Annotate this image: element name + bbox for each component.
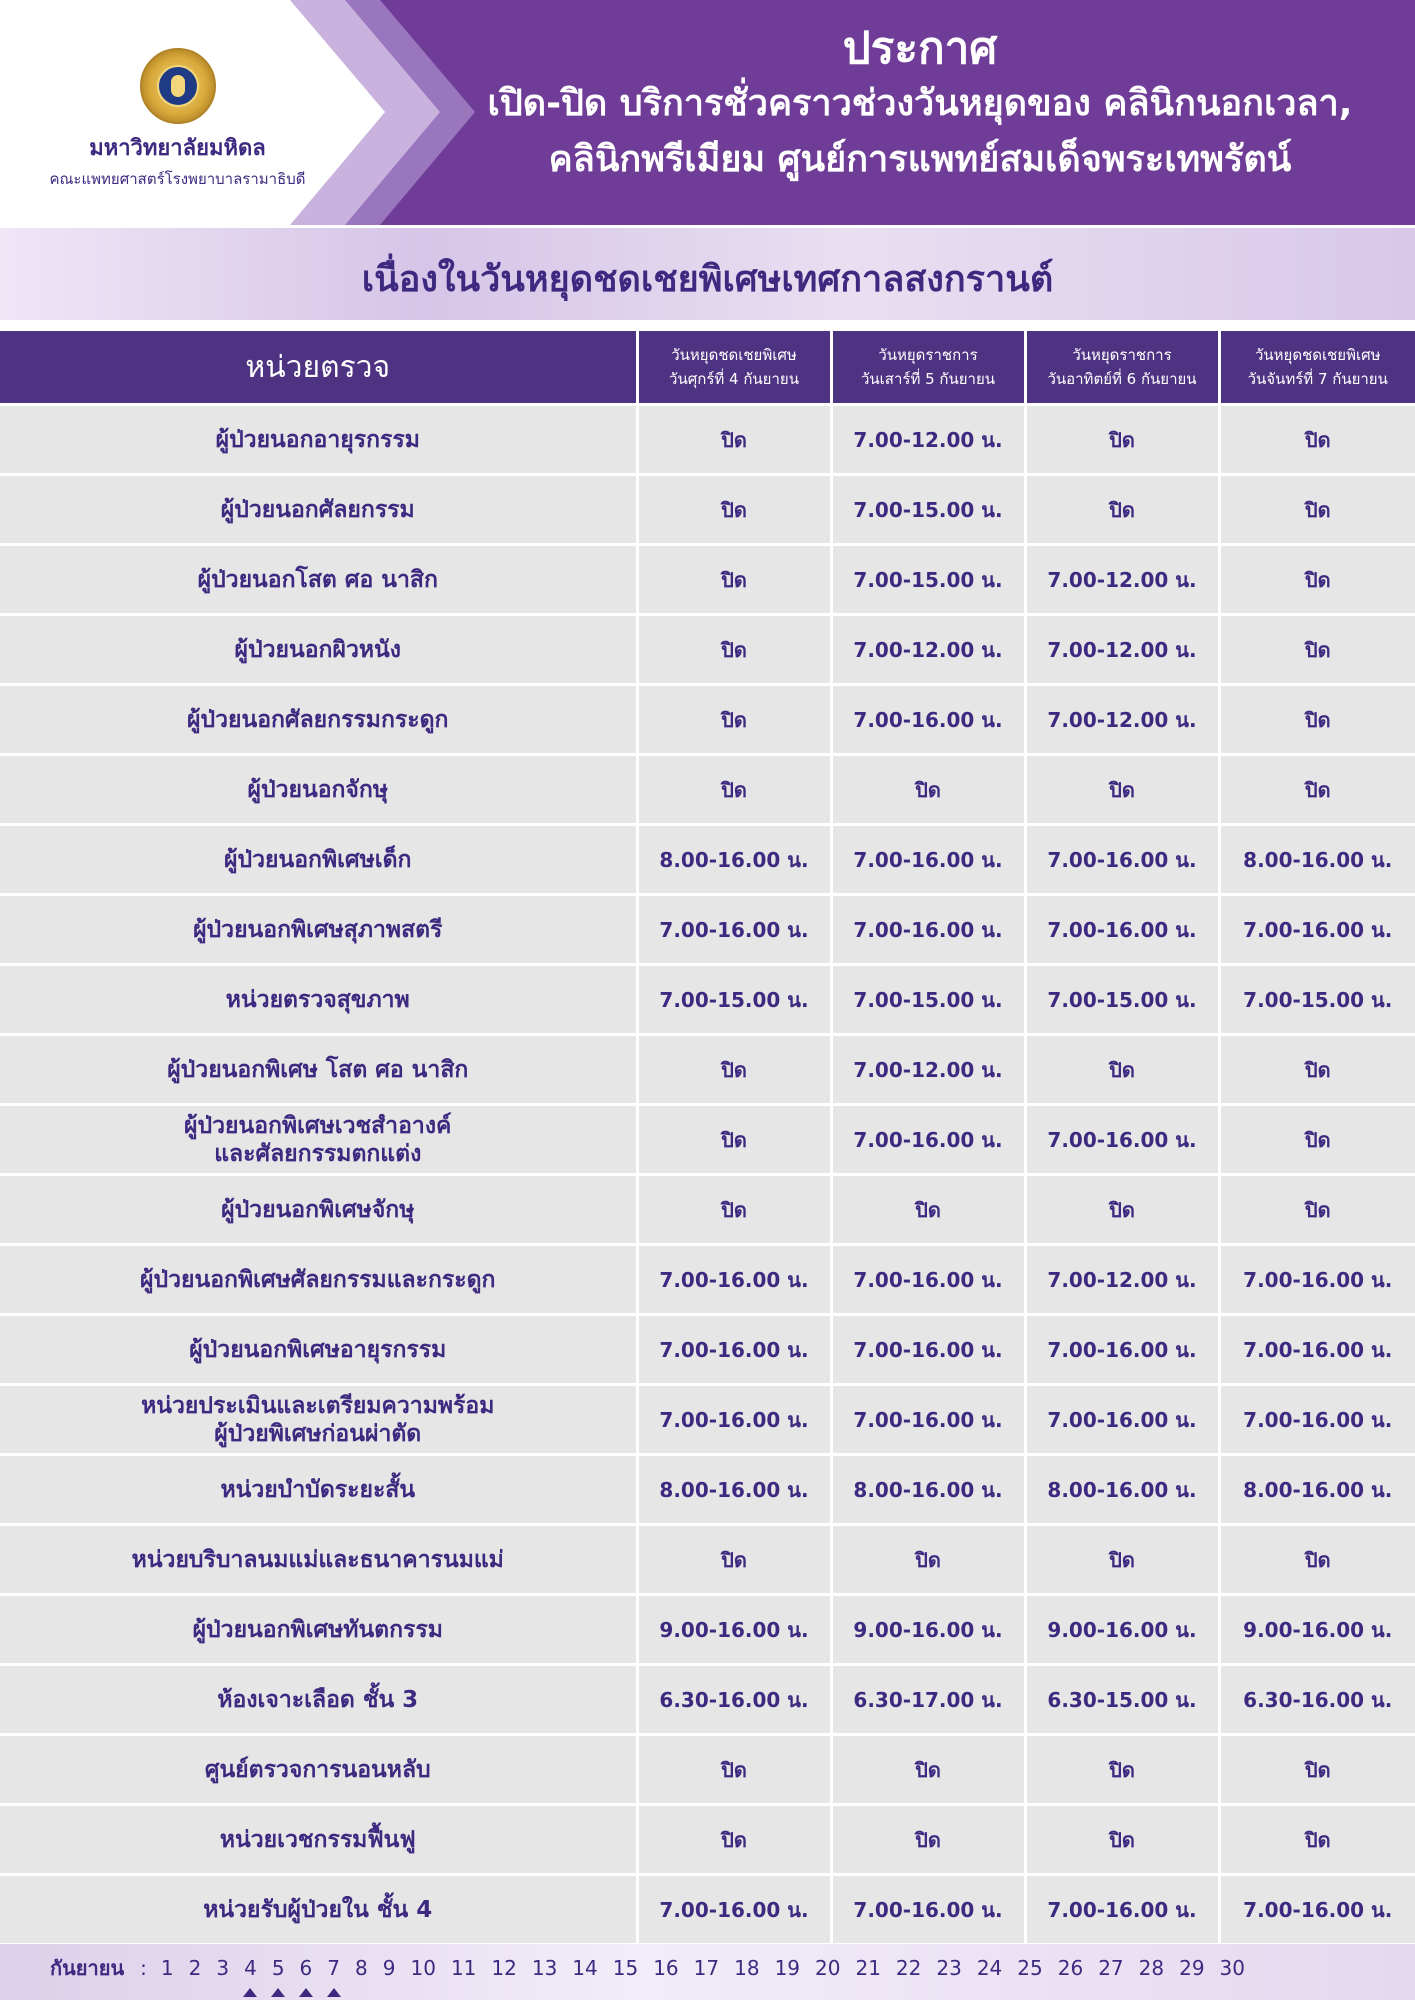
hours-cell: ปิด: [1025, 1175, 1219, 1245]
hours-cell: ปิด: [1219, 615, 1415, 685]
calendar-day: 11: [450, 1956, 477, 1980]
hours-cell: ปิด: [637, 1175, 831, 1245]
hours-cell: 7.00-16.00 น.: [1219, 1385, 1415, 1455]
hours-cell: 7.00-15.00 น.: [831, 475, 1025, 545]
unit-name-cell: [0, 1315, 637, 1385]
calendar-day: 5: [271, 1956, 285, 1980]
hours-cell: 6.30-16.00 น.: [637, 1665, 831, 1735]
hours-cell: 7.00-15.00 น.: [831, 545, 1025, 615]
unit-name-line1: ผู้ป่วยนอกพิเศษเวชสำอางค์: [184, 1112, 452, 1139]
table-row: [0, 1875, 1415, 1944]
unit-name-line1: ผู้ป่วยนอกผิวหนัง: [234, 636, 401, 663]
table-row: [0, 965, 1415, 1035]
hours-cell: ปิด: [637, 545, 831, 615]
hours-cell: 7.00-15.00 น.: [831, 965, 1025, 1035]
table-row: [0, 545, 1415, 615]
hours-cell: 7.00-16.00 น.: [637, 1315, 831, 1385]
unit-name-cell: [0, 1805, 637, 1875]
unit-name-cell: [0, 1455, 637, 1525]
hours-cell: 8.00-16.00 น.: [637, 825, 831, 895]
hours-cell: 6.30-17.00 น.: [831, 1665, 1025, 1735]
hours-cell: ปิด: [831, 1805, 1025, 1875]
unit-name-line1: ผู้ป่วยนอกพิเศษสุภาพสตรี: [193, 916, 443, 943]
column-header-day: [1219, 331, 1415, 405]
hours-cell: ปิด: [637, 405, 831, 475]
mahidol-seal-icon: [140, 48, 216, 124]
hours-cell: 8.00-16.00 น.: [1219, 825, 1415, 895]
hours-cell: ปิด: [831, 1175, 1025, 1245]
unit-name-cell: [0, 405, 637, 475]
table-row: [0, 685, 1415, 755]
calendar-day: 10: [410, 1956, 436, 1980]
calendar-day: 14: [572, 1956, 598, 1980]
unit-name-line1: ผู้ป่วยนอกพิเศษอายุรกรรม: [189, 1336, 447, 1363]
unit-name-cell: [0, 1735, 637, 1805]
hours-cell: 7.00-16.00 น.: [1219, 1875, 1415, 1944]
calendar-day: 25: [1017, 1956, 1043, 1980]
hours-cell: 7.00-16.00 น.: [1025, 1105, 1219, 1175]
hours-cell: 7.00-16.00 น.: [1025, 1875, 1219, 1944]
calendar-day: 6: [299, 1956, 313, 1980]
hours-cell: 7.00-16.00 น.: [1025, 895, 1219, 965]
header-line-2: คลินิกพรีเมียม ศูนย์การแพทย์สมเด็จพระเทพรัตน์: [548, 139, 1292, 180]
hours-cell: 9.00-16.00 น.: [1025, 1595, 1219, 1665]
calendar-day: 22: [895, 1956, 922, 1980]
calendar-day: 21: [855, 1956, 881, 1980]
calendar-day: 8: [355, 1956, 368, 1980]
column-header-line1: วันหยุดชดเชยพิเศษ: [671, 346, 797, 364]
calendar-day: 19: [774, 1956, 801, 1980]
unit-name-line1: ศูนย์ตรวจการนอนหลับ: [204, 1756, 431, 1783]
hours-cell: ปิด: [1219, 1035, 1415, 1105]
table-row: [0, 895, 1415, 965]
schedule-table: [0, 331, 1415, 1943]
org-name: มหาวิทยาลัยมหิดล: [89, 136, 266, 161]
hours-cell: ปิด: [1025, 755, 1219, 825]
hours-cell: ปิด: [1025, 405, 1219, 475]
table-row: [0, 1665, 1415, 1735]
unit-name-cell: [0, 1385, 637, 1455]
unit-name-line2: และศัลยกรรมตกแต่ง: [214, 1140, 422, 1167]
hours-cell: 9.00-16.00 น.: [831, 1595, 1025, 1665]
hours-cell: 7.00-16.00 น.: [637, 895, 831, 965]
column-header-day: [831, 331, 1025, 405]
unit-name-cell: [0, 615, 637, 685]
table-row: [0, 825, 1415, 895]
unit-name-line1: หน่วยรับผู้ป่วยใน ชั้น 4: [203, 1896, 433, 1923]
unit-name-cell: [0, 1595, 637, 1665]
table-row: [0, 1315, 1415, 1385]
hours-cell: ปิด: [1219, 1735, 1415, 1805]
org-subname: คณะแพทยศาสตร์โรงพยาบาลรามาธิบดี: [49, 170, 306, 188]
unit-name-line1: ผู้ป่วยนอกจักษุ: [247, 776, 388, 803]
hours-cell: 7.00-16.00 น.: [831, 895, 1025, 965]
calendar-day: 2: [188, 1956, 202, 1980]
hours-cell: ปิด: [1219, 1105, 1415, 1175]
table-row: [0, 1245, 1415, 1315]
hours-cell: 8.00-16.00 น.: [1025, 1455, 1219, 1525]
table-row: [0, 1595, 1415, 1665]
unit-name-cell: [0, 755, 637, 825]
hours-cell: 8.00-16.00 น.: [1219, 1455, 1415, 1525]
column-header-line1: วันหยุดราชการ: [1072, 346, 1172, 364]
hours-cell: 7.00-16.00 น.: [1025, 1315, 1219, 1385]
unit-name-line1: ผู้ป่วยนอกพิเศษจักษุ: [221, 1196, 415, 1223]
mahidol-logo: [20, 48, 335, 191]
hours-cell: 9.00-16.00 น.: [637, 1595, 831, 1665]
unit-name-cell: [0, 895, 637, 965]
hours-cell: ปิด: [831, 755, 1025, 825]
table-row: [0, 1805, 1415, 1875]
table-row: [0, 1105, 1415, 1175]
hours-cell: 7.00-16.00 น.: [831, 1315, 1025, 1385]
hours-cell: 7.00-16.00 น.: [831, 1245, 1025, 1315]
unit-name-line1: ผู้ป่วยนอกพิเศษเด็ก: [224, 846, 412, 873]
hours-cell: ปิด: [1219, 475, 1415, 545]
calendar-day: 16: [653, 1956, 679, 1980]
calendar-day: 13: [531, 1956, 558, 1980]
table-row: [0, 1175, 1415, 1245]
unit-name-cell: [0, 475, 637, 545]
column-header-unit: หน่วยตรวจ: [0, 331, 637, 405]
hours-cell: 7.00-16.00 น.: [831, 1875, 1025, 1944]
calendar-day: 4: [244, 1956, 257, 1980]
unit-name-line1: หน่วยเวชกรรมฟื้นฟู: [219, 1826, 416, 1853]
hours-cell: 6.30-15.00 น.: [1025, 1665, 1219, 1735]
hours-cell: 7.00-15.00 น.: [1219, 965, 1415, 1035]
unit-name-line1: ผู้ป่วยนอกพิเศษ โสต ศอ นาสิก: [167, 1056, 469, 1083]
hours-cell: ปิด: [1219, 545, 1415, 615]
table-row: [0, 1035, 1415, 1105]
unit-name-cell: [0, 1245, 637, 1315]
hours-cell: ปิด: [637, 685, 831, 755]
hours-cell: ปิด: [1219, 1525, 1415, 1595]
calendar-day: 20: [815, 1956, 841, 1980]
unit-name-cell: [0, 685, 637, 755]
unit-name-line1: หน่วยบริบาลนมแม่และธนาคารนมแม่: [131, 1546, 504, 1573]
hours-cell: 7.00-16.00 น.: [1219, 1245, 1415, 1315]
hours-cell: 7.00-15.00 น.: [637, 965, 831, 1035]
hours-cell: ปิด: [1025, 475, 1219, 545]
hours-cell: ปิด: [1025, 1035, 1219, 1105]
hours-cell: 7.00-15.00 น.: [1025, 965, 1219, 1035]
hours-cell: ปิด: [831, 1735, 1025, 1805]
column-header-line2: วันศุกร์ที่ 4 กันยายน: [669, 370, 799, 388]
table-header-row: [0, 331, 1415, 405]
unit-name-line1: ผู้ป่วยนอกศัลยกรรมกระดูก: [187, 706, 449, 733]
hours-cell: ปิด: [637, 755, 831, 825]
unit-name-cell: [0, 1875, 637, 1944]
calendar-day: 15: [612, 1956, 639, 1980]
hours-cell: 7.00-16.00 น.: [1219, 895, 1415, 965]
hours-cell: 7.00-16.00 น.: [637, 1385, 831, 1455]
hours-cell: ปิด: [1219, 405, 1415, 475]
header-line-1: เปิด-ปิด บริการชั่วคราวช่วงวันหยุดของ คลินิกนอกเวลา,: [487, 83, 1353, 124]
calendar-day: 3: [216, 1956, 230, 1980]
header-text: [440, 22, 1400, 188]
calendar-day: 24: [976, 1956, 1003, 1980]
hours-cell: ปิด: [637, 1525, 831, 1595]
table-row: [0, 1735, 1415, 1805]
hours-cell: 7.00-16.00 น.: [831, 685, 1025, 755]
unit-name-line1: หน่วยประเมินและเตรียมความพร้อม: [141, 1392, 495, 1419]
unit-name-cell: [0, 1525, 637, 1595]
page-title: ประกาศ: [842, 23, 998, 74]
hours-cell: ปิด: [1025, 1735, 1219, 1805]
calendar-day: 30: [1219, 1956, 1245, 1980]
hours-cell: 7.00-16.00 น.: [1025, 1385, 1219, 1455]
table-row: [0, 1525, 1415, 1595]
hours-cell: 7.00-16.00 น.: [831, 1105, 1025, 1175]
hours-cell: 7.00-16.00 น.: [1025, 825, 1219, 895]
hours-cell: 7.00-16.00 น.: [637, 1875, 831, 1944]
table-row: [0, 1385, 1415, 1455]
hours-cell: ปิด: [637, 1805, 831, 1875]
unit-name-cell: [0, 1175, 637, 1245]
hours-cell: ปิด: [1219, 755, 1415, 825]
hours-cell: 7.00-12.00 น.: [1025, 545, 1219, 615]
table-row: [0, 405, 1415, 475]
hours-cell: ปิด: [637, 1735, 831, 1805]
calendar-separator: :: [140, 1956, 147, 1980]
hours-cell: 7.00-16.00 น.: [1219, 1315, 1415, 1385]
unit-name-line1: หน่วยตรวจสุขภาพ: [225, 986, 410, 1013]
calendar-month-label: กันยายน: [50, 1956, 125, 1980]
hours-cell: 7.00-12.00 น.: [1025, 1245, 1219, 1315]
hours-cell: 8.00-16.00 น.: [637, 1455, 831, 1525]
table-row: [0, 475, 1415, 545]
unit-name-cell: [0, 965, 637, 1035]
hours-cell: 7.00-12.00 น.: [831, 405, 1025, 475]
hours-cell: 7.00-12.00 น.: [831, 1035, 1025, 1105]
calendar-day: 29: [1179, 1956, 1205, 1980]
unit-name-cell: [0, 1105, 637, 1175]
unit-name-line1: ผู้ป่วยนอกอายุรกรรม: [215, 426, 420, 453]
unit-name-cell: [0, 825, 637, 895]
calendar-day: 9: [382, 1956, 396, 1980]
table-row: [0, 755, 1415, 825]
column-header-line2: วันเสาร์ที่ 5 กันยายน: [861, 370, 995, 388]
table-row: [0, 615, 1415, 685]
calendar-day: 7: [327, 1956, 341, 1980]
column-header-day: [1025, 331, 1219, 405]
hours-cell: 6.30-16.00 น.: [1219, 1665, 1415, 1735]
hours-cell: 9.00-16.00 น.: [1219, 1595, 1415, 1665]
unit-name-line1: ผู้ป่วยนอกพิเศษศัลยกรรมและกระดูก: [140, 1266, 496, 1293]
unit-name-cell: [0, 1665, 637, 1735]
hours-cell: 8.00-16.00 น.: [831, 1455, 1025, 1525]
hours-cell: 7.00-12.00 น.: [831, 615, 1025, 685]
column-header-line1: วันหยุดราชการ: [878, 346, 978, 364]
subtitle: เนื่องในวันหยุดชดเชยพิเศษเทศกาลสงกรานต์: [361, 259, 1054, 300]
unit-name-line2: ผู้ป่วยพิเศษก่อนผ่าตัด: [214, 1420, 422, 1447]
hours-cell: ปิด: [831, 1525, 1025, 1595]
calendar-day: 12: [491, 1956, 517, 1980]
hours-cell: 7.00-16.00 น.: [637, 1245, 831, 1315]
hours-cell: 7.00-16.00 น.: [831, 1385, 1025, 1455]
unit-name-line1: หน่วยบำบัดระยะสั้น: [220, 1476, 416, 1503]
calendar-strip: [50, 1950, 1260, 1986]
header-banner: [0, 0, 1415, 225]
hours-cell: ปิด: [637, 1105, 831, 1175]
column-header-line2: วันจันทร์ที่ 7 กันยายน: [1247, 370, 1388, 388]
calendar-day: 26: [1057, 1956, 1084, 1980]
column-header-day: [637, 331, 831, 405]
unit-name-line1: ผู้ป่วยนอกโสต ศอ นาสิก: [197, 566, 438, 593]
unit-name-cell: [0, 1035, 637, 1105]
calendar-day: 23: [936, 1956, 962, 1980]
hours-cell: ปิด: [637, 615, 831, 685]
unit-name-line1: ผู้ป่วยนอกศัลยกรรม: [220, 496, 415, 523]
hours-cell: ปิด: [1219, 1175, 1415, 1245]
table-body: [0, 405, 1415, 1944]
hours-cell: ปิด: [1025, 1525, 1219, 1595]
hours-cell: ปิด: [1219, 1805, 1415, 1875]
hours-cell: 7.00-16.00 น.: [831, 825, 1025, 895]
column-header-line2: วันอาทิตย์ที่ 6 กันยายน: [1047, 370, 1197, 388]
calendar-day: 1: [160, 1956, 174, 1980]
column-header-line1: วันหยุดชดเชยพิเศษ: [1254, 346, 1381, 364]
unit-name-line1: ผู้ป่วยนอกพิเศษทันตกรรม: [192, 1616, 443, 1643]
calendar-day: 28: [1138, 1956, 1165, 1980]
unit-name-cell: [0, 545, 637, 615]
hours-cell: ปิด: [637, 475, 831, 545]
table-row: [0, 1455, 1415, 1525]
calendar-day: 17: [693, 1956, 720, 1980]
hours-cell: 7.00-12.00 น.: [1025, 685, 1219, 755]
calendar-day: 18: [734, 1956, 760, 1980]
hours-cell: ปิด: [637, 1035, 831, 1105]
hours-cell: ปิด: [1025, 1805, 1219, 1875]
calendar-day: 27: [1098, 1956, 1124, 1980]
unit-name-line1: ห้องเจาะเลือด ชั้น 3: [217, 1686, 419, 1713]
hours-cell: 7.00-12.00 น.: [1025, 615, 1219, 685]
hours-cell: ปิด: [1219, 685, 1415, 755]
